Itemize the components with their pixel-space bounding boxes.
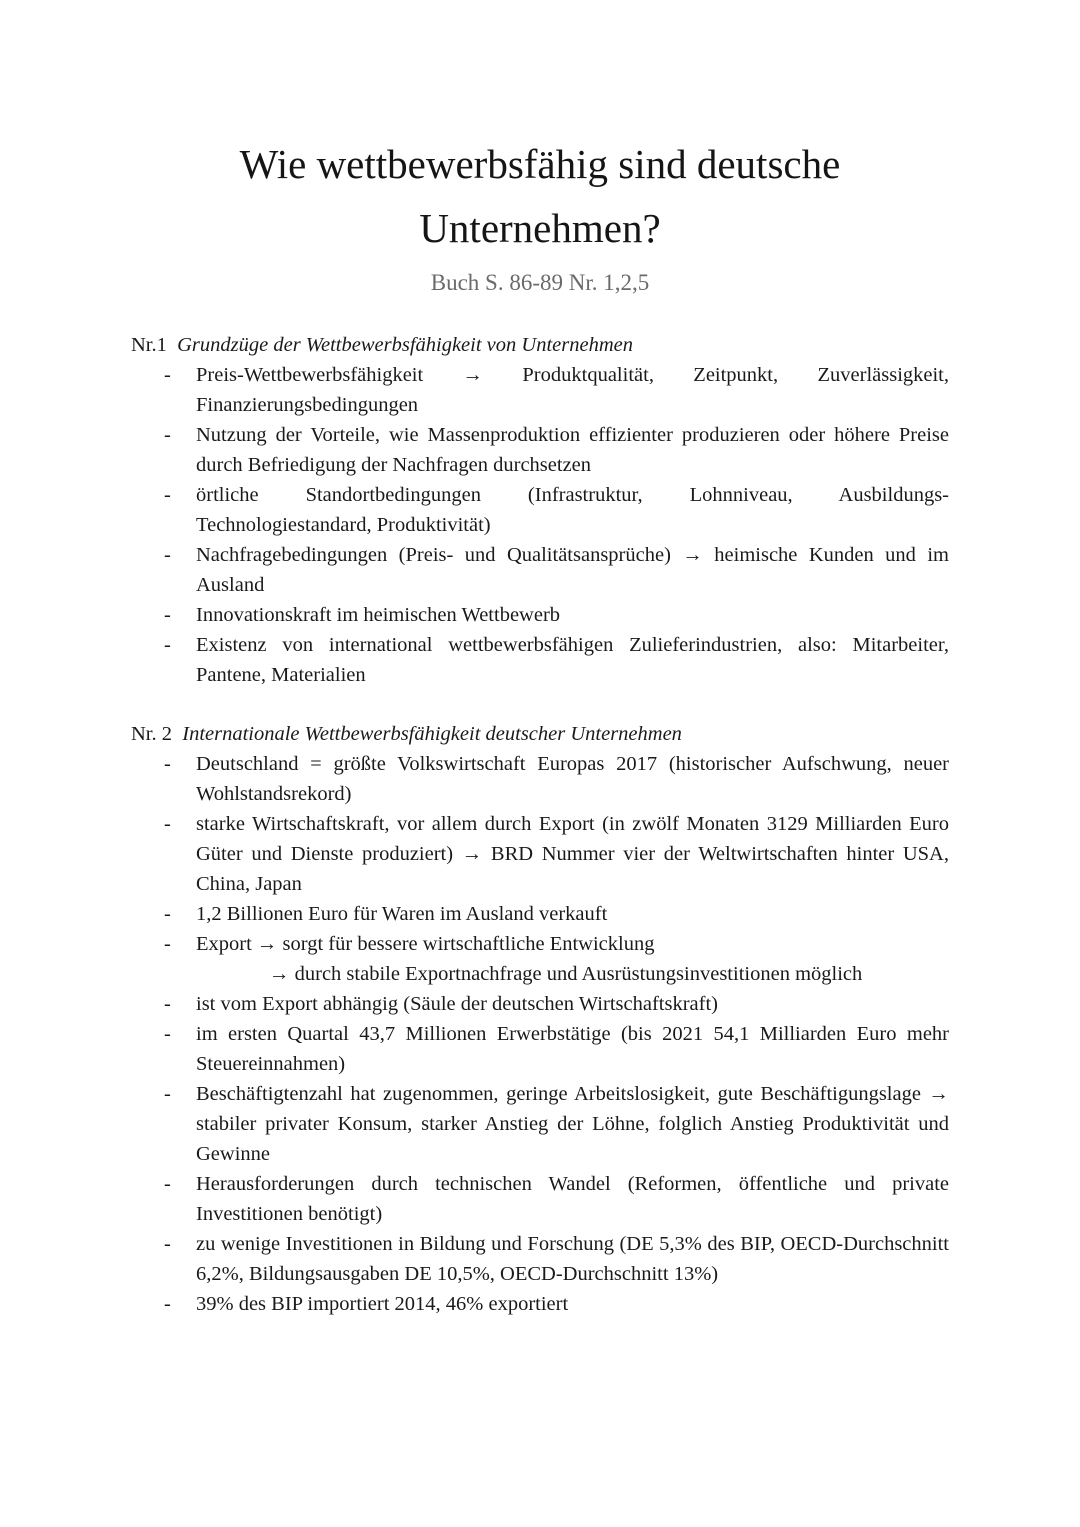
list-item-text: ist vom Export abhängig (Säule der deutschen Wirtschaftskraft) [196, 993, 718, 1015]
list-item [131, 1229, 949, 1289]
list-item-text: Export → sorgt für bessere wirtschaftliche Entwicklung → durch stabile Exportnachfrage und Ausrüstungsinvestitionen möglich [196, 933, 863, 985]
dash-bullet: - [164, 1233, 171, 1255]
section-heading [131, 719, 949, 749]
list-item-text: im ersten Quartal 43,7 Millionen Erwerbstätige (bis 2021 54,1 Milliarden Euro mehr Steuereinnahmen) [196, 1023, 949, 1075]
list-item-text: Nachfragebedingungen (Preis- und Qualitätsansprüche) → heimische Kunden und im Ausland [196, 544, 949, 596]
dash-bullet: - [164, 1293, 171, 1315]
list-item [131, 929, 949, 989]
dash-bullet: - [164, 634, 171, 656]
list-item-text: starke Wirtschaftskraft, vor allem durch Export (in zwölf Monaten 3129 Milliarden Euro Güter und Dienste produziert) → BRD Nummer vier der Weltwirtschaften hinter USA, China, Japan [196, 813, 949, 895]
list-item-text: Nutzung der Vorteile, wie Massenproduktion effizienter produzieren oder höhere Preise durch Befriedigung der Nachfragen durchsetzen [196, 424, 949, 476]
list-item [131, 600, 949, 630]
list-item-text: Beschäftigtenzahl hat zugenommen, geringe Arbeitslosigkeit, gute Beschäftigungslage → stabiler privater Konsum, starker Anstieg der Löhne, folglich Anstieg Produktivität und Gewinne [196, 1083, 949, 1165]
section-number: Nr.1 [131, 334, 167, 356]
section-title: Grundzüge der Wettbewerbsfähigkeit von Unternehmen [177, 334, 633, 356]
list-item [131, 540, 949, 600]
section-heading [131, 330, 949, 360]
list-item [131, 899, 949, 929]
page-title [130, 132, 950, 260]
title-line-1: Wie wettbewerbsfähig sind deutsche [239, 141, 841, 187]
section-1 [131, 330, 949, 690]
dash-bullet: - [164, 424, 171, 446]
list-item [131, 630, 949, 690]
dash-bullet: - [164, 544, 171, 566]
section-number: Nr. 2 [131, 723, 172, 745]
dash-bullet: - [164, 1083, 171, 1105]
list-item [131, 420, 949, 480]
list-item-text: Existenz von international wettbewerbsfähigen Zulieferindustrien, also: Mitarbeiter, Pantene, Materialien [196, 634, 949, 686]
list-item [131, 809, 949, 899]
dash-bullet: - [164, 1023, 171, 1045]
list-item-text: Deutschland = größte Volkswirtschaft Europas 2017 (historischer Aufschwung, neuer Wohlstandsrekord) [196, 753, 949, 805]
dash-bullet: - [164, 903, 171, 925]
bullet-list [131, 360, 949, 690]
list-item [131, 360, 949, 420]
list-item [131, 749, 949, 809]
list-item [131, 1289, 949, 1319]
continuation-text: → durch stabile Exportnachfrage und Ausrüstungsinvestitionen möglich [269, 963, 863, 985]
list-item [131, 1169, 949, 1229]
list-item-text: Innovationskraft im heimischen Wettbewerb [196, 604, 561, 626]
page-subtitle: Buch S. 86-89 Nr. 1,2,5 [430, 270, 650, 295]
list-item [131, 1079, 949, 1169]
title-line-2: Unternehmen? [419, 205, 661, 251]
section-2 [131, 719, 949, 1319]
dash-bullet: - [164, 1173, 171, 1195]
list-item-text: 1,2 Billionen Euro für Waren im Ausland verkauft [196, 903, 608, 925]
dash-bullet: - [164, 753, 171, 775]
list-item [131, 1019, 949, 1079]
list-item-text: Herausforderungen durch technischen Wandel (Reformen, öffentliche und private Investitionen benötigt) [196, 1173, 949, 1225]
list-item-text: örtliche Standortbedingungen (Infrastruktur, Lohnniveau, Ausbildungs-Technologiestandard, Produktivität) [196, 484, 949, 536]
dash-bullet: - [164, 813, 171, 835]
dash-bullet: - [164, 364, 171, 386]
list-item-text: 39% des BIP importiert 2014, 46% exportiert [196, 1293, 569, 1315]
dash-bullet: - [164, 933, 171, 955]
list-item-text: Preis-Wettbewerbsfähigkeit → Produktqualität, Zeitpunkt, Zuverlässigkeit, Finanzierungsbedingungen [196, 364, 949, 416]
bullet-list [131, 749, 949, 1319]
dash-bullet: - [164, 604, 171, 626]
dash-bullet: - [164, 484, 171, 506]
list-item [131, 989, 949, 1019]
dash-bullet: - [164, 993, 171, 1015]
section-title: Internationale Wettbewerbsfähigkeit deutscher Unternehmen [182, 723, 682, 745]
list-item [131, 480, 949, 540]
list-item-text: zu wenige Investitionen in Bildung und Forschung (DE 5,3% des BIP, OECD-Durchschnitt 6,2%, Bildungsausgaben DE 10,5%, OECD-Durchschnitt 13%) [196, 1233, 949, 1285]
